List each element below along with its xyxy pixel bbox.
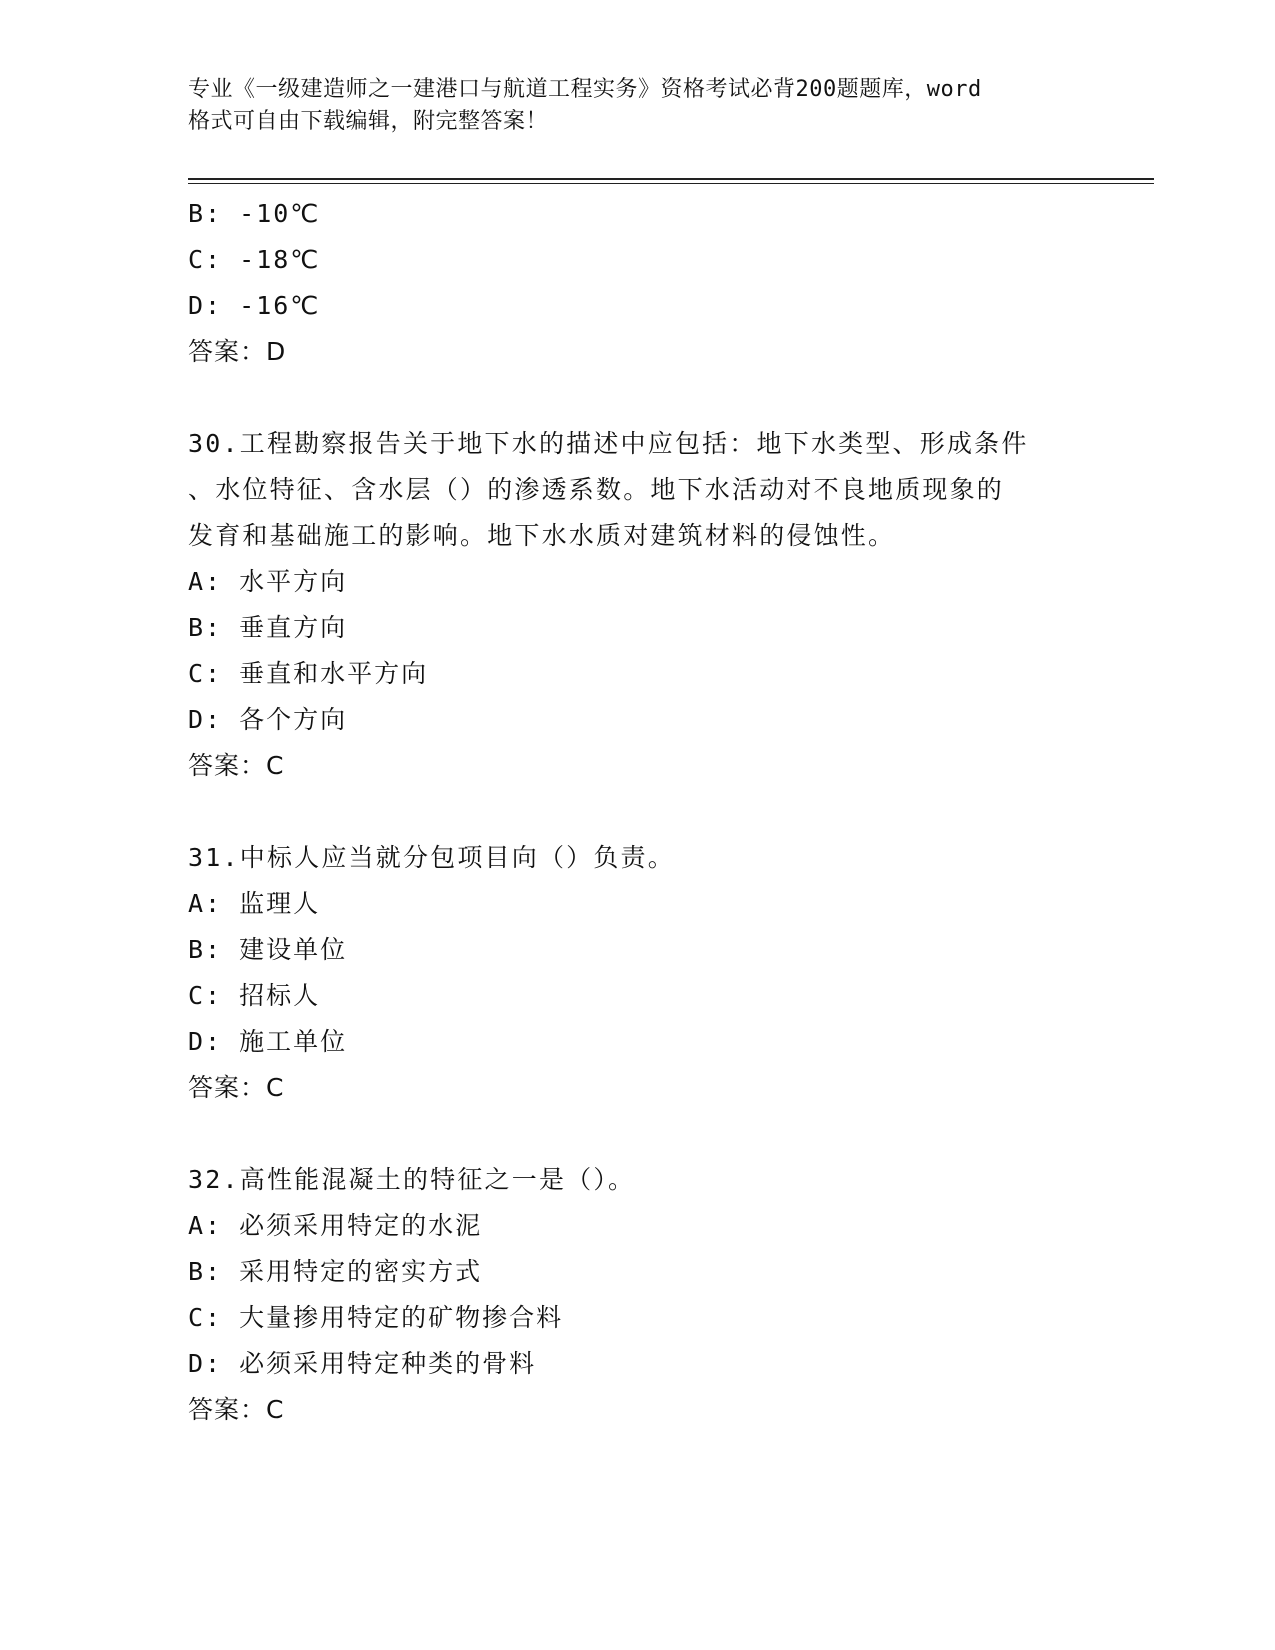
spacer	[188, 375, 1088, 421]
question-content	[188, 191, 1088, 1433]
option-a: A: 必须采用特定的水泥	[188, 1211, 483, 1240]
answer: 答案：C	[188, 1073, 285, 1102]
question-30	[188, 421, 1088, 789]
option-d: D: -16℃	[188, 291, 321, 320]
option-d: D: 施工单位	[188, 1027, 348, 1056]
question-stem-line: 、水位特征、含水层（）的渗透系数。地下水活动对不良地质现象的	[188, 475, 1005, 504]
question-32	[188, 1157, 1088, 1433]
document-header	[188, 74, 1088, 138]
option-c: C: 大量掺用特定的矿物掺合料	[188, 1303, 564, 1332]
option-d: D: 各个方向	[188, 705, 348, 734]
option-b: B: 垂直方向	[188, 613, 348, 642]
option-a: A: 水平方向	[188, 567, 348, 596]
header-line-2: 格式可自由下载编辑，附完整答案！	[188, 109, 549, 134]
option-c: C: 垂直和水平方向	[188, 659, 429, 688]
option-c: C: -18℃	[188, 245, 321, 274]
question-31	[188, 835, 1088, 1111]
answer: 答案：C	[188, 1395, 285, 1424]
option-a: A: 监理人	[188, 889, 321, 918]
answer: 答案：D	[188, 337, 287, 366]
option-b: B: 采用特定的密实方式	[188, 1257, 483, 1286]
question-stem-line: 发育和基础施工的影响。地下水水质对建筑材料的侵蚀性。	[188, 521, 896, 550]
question-stem: 31.中标人应当就分包项目向（）负责。	[188, 843, 675, 872]
header-line-1: 专业《一级建造师之一建港口与航道工程实务》资格考试必背200题题库，word	[188, 77, 982, 102]
answer: 答案：C	[188, 751, 285, 780]
header-divider	[188, 178, 1154, 184]
option-b: B: -10℃	[188, 199, 321, 228]
option-d: D: 必须采用特定种类的骨料	[188, 1349, 537, 1378]
option-b: B: 建设单位	[188, 935, 348, 964]
question-stem: 32.高性能混凝土的特征之一是（）。	[188, 1165, 636, 1194]
option-c: C: 招标人	[188, 981, 321, 1010]
spacer	[188, 789, 1088, 835]
spacer	[188, 1111, 1088, 1157]
question-stem-line: 30.工程勘察报告关于地下水的描述中应包括：地下水类型、形成条件	[188, 429, 1029, 458]
question-29	[188, 191, 1088, 375]
